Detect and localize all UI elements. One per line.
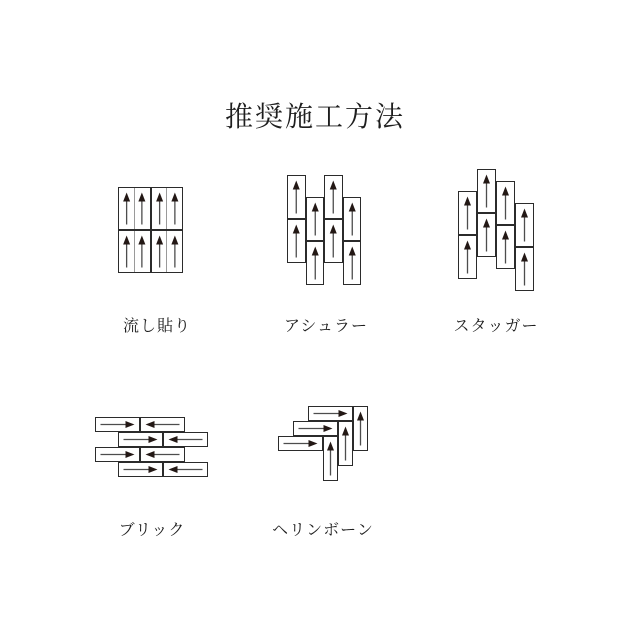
pattern-label-ashlar: アシュラー — [283, 318, 369, 335]
plank-tile — [140, 447, 185, 462]
plank-tile — [308, 406, 353, 421]
plank-tile — [515, 247, 534, 291]
plank-tile — [515, 203, 534, 247]
plank-tile — [118, 187, 151, 230]
plank-tile — [343, 241, 362, 285]
arrow-right-icon — [96, 418, 139, 431]
arrow-up-icon — [324, 437, 337, 480]
plank-tile — [95, 417, 140, 432]
arrow-up-icon — [478, 214, 495, 256]
pattern-stagger-diagram — [458, 169, 534, 292]
plank-tile — [118, 462, 163, 477]
plank-tile — [95, 447, 140, 462]
arrow-right-icon — [309, 407, 352, 420]
pattern-label-herringbone: ヘリンボーン — [272, 522, 374, 539]
plank-tile — [353, 406, 368, 451]
plank-tile — [324, 219, 343, 263]
plank-tile — [306, 197, 325, 241]
arrow-up-icon — [516, 204, 533, 246]
plank-tile — [496, 181, 515, 225]
arrow-up-icon — [344, 242, 361, 284]
arrow-up-icon — [459, 192, 476, 234]
plank-tile — [323, 436, 338, 481]
arrow-up-icon — [288, 176, 305, 218]
arrow-up-icon — [325, 220, 342, 262]
arrow-right-icon — [294, 422, 337, 435]
arrow-up-icon — [152, 188, 183, 229]
arrow-up-icon — [325, 176, 342, 218]
pattern-label-brick: ブリック — [118, 522, 186, 539]
plank-tile — [477, 169, 496, 213]
plank-tile — [458, 191, 477, 235]
arrow-right-icon — [279, 437, 322, 450]
arrow-up-icon — [516, 248, 533, 290]
plank-tile — [163, 462, 208, 477]
plank-tile — [278, 436, 323, 451]
arrow-left-icon — [164, 463, 207, 476]
plank-tile — [496, 225, 515, 269]
plank-tile — [287, 219, 306, 263]
arrow-up-icon — [307, 242, 324, 284]
plank-tile — [306, 241, 325, 285]
plank-tile — [477, 213, 496, 257]
arrow-up-icon — [152, 231, 183, 272]
plank-tile — [343, 197, 362, 241]
arrow-left-icon — [141, 418, 184, 431]
plank-tile — [118, 230, 151, 273]
arrow-up-icon — [459, 236, 476, 278]
pattern-nagashibari-diagram — [118, 187, 183, 273]
arrow-up-icon — [119, 188, 150, 229]
plank-tile — [118, 432, 163, 447]
plank-tile — [324, 175, 343, 219]
plank-tile — [163, 432, 208, 447]
pattern-brick-diagram — [95, 417, 208, 477]
arrow-left-icon — [141, 448, 184, 461]
arrow-left-icon — [164, 433, 207, 446]
plank-tile — [140, 417, 185, 432]
plank-tile — [293, 421, 338, 436]
pattern-label-stagger: スタッガー — [453, 318, 539, 335]
page-title: 推奨施工方法 — [224, 100, 406, 132]
arrow-up-icon — [497, 226, 514, 268]
arrow-up-icon — [354, 407, 367, 450]
plank-tile — [338, 421, 353, 466]
plank-tile — [287, 175, 306, 219]
pattern-ashlar-diagram — [287, 175, 361, 285]
arrow-up-icon — [344, 198, 361, 240]
pattern-label-nagashibari: 流し貼り — [122, 318, 192, 335]
plank-tile — [151, 187, 184, 230]
pattern-herringbone-diagram — [278, 406, 368, 481]
plank-tile — [458, 235, 477, 279]
arrow-up-icon — [119, 231, 150, 272]
arrow-right-icon — [119, 433, 162, 446]
arrow-right-icon — [96, 448, 139, 461]
arrow-up-icon — [307, 198, 324, 240]
arrow-up-icon — [339, 422, 352, 465]
arrow-up-icon — [497, 182, 514, 224]
plank-tile — [151, 230, 184, 273]
arrow-right-icon — [119, 463, 162, 476]
arrow-up-icon — [288, 220, 305, 262]
arrow-up-icon — [478, 170, 495, 212]
